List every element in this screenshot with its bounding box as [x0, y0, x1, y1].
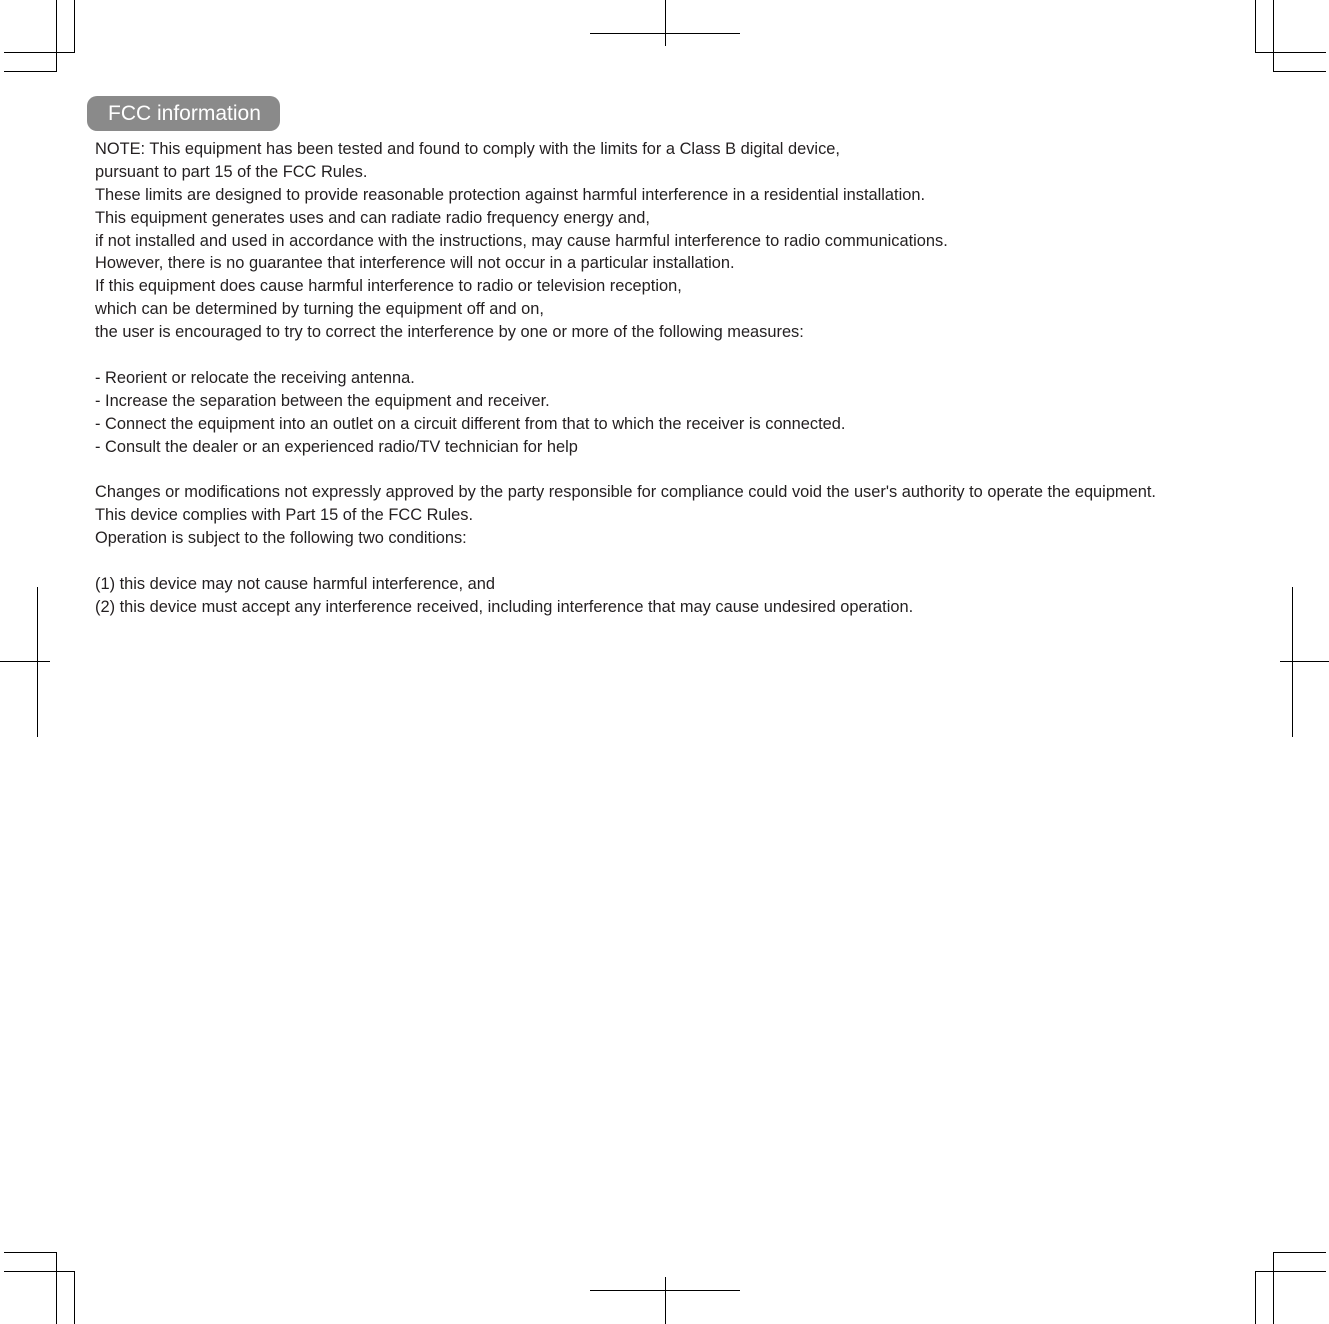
crop-mark: [56, 0, 57, 72]
crop-mark: [4, 1271, 75, 1272]
text-line: However, there is no guarantee that interference will not occur in a particular installation.: [95, 254, 735, 273]
crop-mark: [1255, 0, 1256, 53]
text-line: This device complies with Part 15 of the FCC Rules.: [95, 506, 474, 525]
crop-mark: [1273, 71, 1326, 72]
text-line: NOTE: This equipment has been tested and found to comply with the limits for a Class B digital device,: [95, 140, 840, 158]
text-line: Operation is subject to the following two conditions:: [95, 529, 467, 548]
crop-mark: [665, 0, 666, 46]
list-item: (1) this device may not cause harmful interference, and: [95, 574, 495, 593]
measures-list: [95, 367, 1295, 459]
crop-mark: [4, 52, 75, 53]
text-line: which can be determined by turning the equipment off and on,: [95, 300, 544, 319]
spacer: [95, 550, 1295, 573]
crop-mark: [1280, 661, 1329, 662]
crop-mark: [1273, 1252, 1274, 1324]
list-item: - Connect the equipment into an outlet on a circuit different from that to which the receiver is connected.: [95, 414, 846, 433]
text-line: if not installed and used in accordance with the instructions, may cause harmful interference to radio communications.: [95, 231, 948, 250]
spacer: [95, 458, 1295, 481]
text-line: the user is encouraged to try to correct the interference by one or more of the following measures:: [95, 323, 804, 342]
paragraph-note: [95, 138, 1295, 344]
paragraph-compliance: [95, 481, 1295, 550]
crop-mark: [4, 71, 57, 72]
crop-mark: [56, 1252, 57, 1324]
crop-mark: [0, 661, 50, 662]
crop-mark: [1273, 0, 1274, 72]
crop-mark: [1273, 1252, 1326, 1253]
list-item: - Consult the dealer or an experienced radio/TV technician for help: [95, 437, 578, 456]
conditions-list: [95, 573, 1295, 619]
crop-mark: [1255, 1271, 1326, 1272]
text-line: pursuant to part 15 of the FCC Rules.: [95, 162, 368, 181]
crop-mark: [1255, 52, 1326, 53]
text-line: This equipment generates uses and can radiate radio frequency energy and,: [95, 208, 650, 227]
crop-mark: [37, 587, 38, 737]
list-item: - Increase the separation between the equipment and receiver.: [95, 391, 550, 410]
crop-mark: [1255, 1271, 1256, 1324]
section-title: FCC information: [87, 96, 280, 131]
text-line: Changes or modifications not expressly approved by the party responsible for compliance could void the user's authority to operate the equipment.: [95, 483, 1156, 502]
spacer: [95, 344, 1295, 367]
fcc-statement: [95, 138, 1295, 619]
crop-mark: [4, 1252, 57, 1253]
crop-mark: [74, 0, 75, 53]
text-line: These limits are designed to provide reasonable protection against harmful interference in a residential installation.: [95, 185, 926, 204]
crop-mark: [665, 1277, 666, 1324]
list-item: - Reorient or relocate the receiving antenna.: [95, 368, 415, 387]
crop-mark: [74, 1271, 75, 1324]
list-item: (2) this device must accept any interference received, including interference that may cause undesired operation.: [95, 597, 914, 616]
text-line: If this equipment does cause harmful interference to radio or television reception,: [95, 277, 682, 296]
